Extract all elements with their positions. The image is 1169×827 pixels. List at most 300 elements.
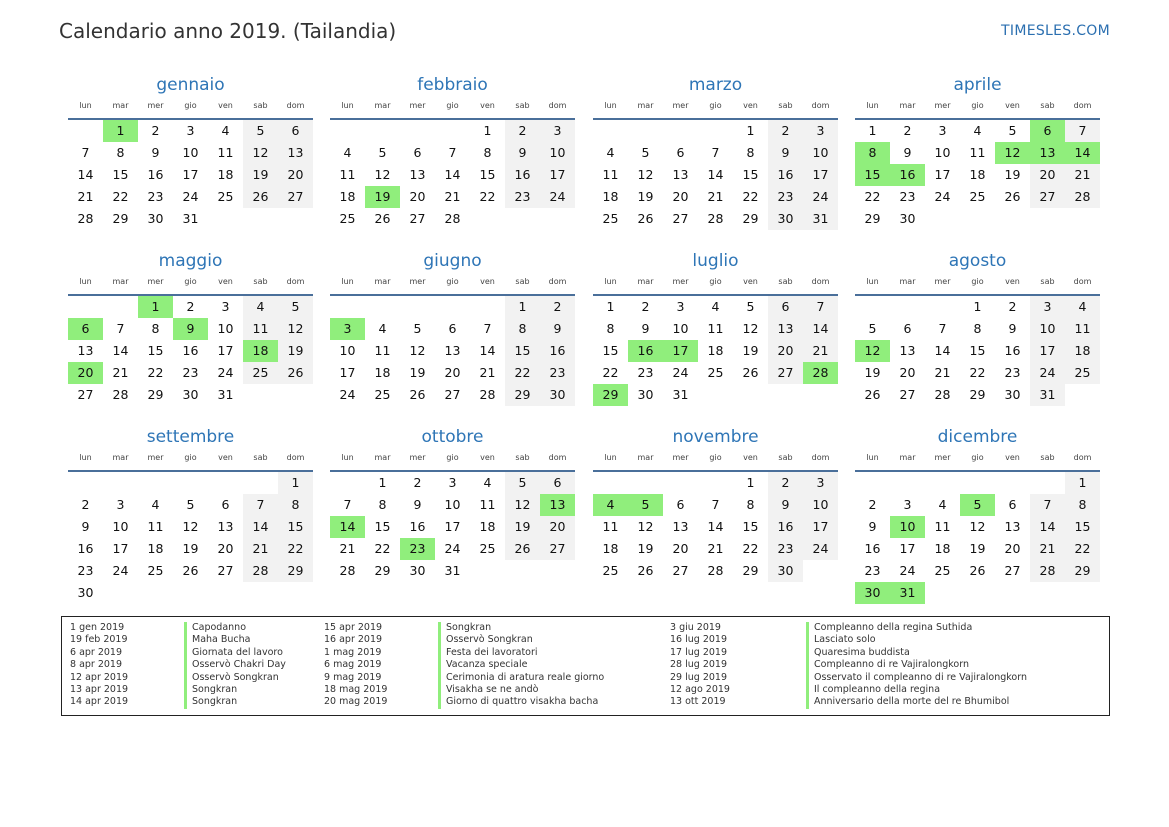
day-cell[interactable]: 10 [1030, 318, 1065, 340]
day-cell[interactable]: 4 [938, 497, 947, 512]
day-cell[interactable]: 20 [1004, 541, 1021, 556]
day-cell[interactable]: 26 [182, 563, 199, 578]
day-cell[interactable]: 11 [602, 519, 619, 534]
day-cell[interactable]: 21 [707, 189, 724, 204]
day-cell[interactable]: 30 [409, 563, 426, 578]
day-cell[interactable]: 12 [637, 167, 654, 182]
day-cell[interactable]: 13 [1004, 519, 1021, 534]
day-cell[interactable]: 24 [112, 563, 129, 578]
day-cell[interactable]: 6 [221, 497, 230, 512]
day-cell[interactable]: 24 [803, 186, 838, 208]
day-cell[interactable]: 26 [864, 387, 881, 402]
day-cell[interactable]: 2 [868, 497, 877, 512]
day-cell[interactable]: 13 [672, 167, 689, 182]
holiday-day-cell[interactable]: 5 [960, 494, 995, 516]
day-cell[interactable]: 3 [903, 497, 912, 512]
day-cell[interactable]: 13 [899, 343, 916, 358]
holiday-day-cell[interactable]: 3 [330, 318, 365, 340]
day-cell[interactable]: 30 [540, 384, 575, 406]
day-cell[interactable]: 1 [278, 472, 313, 494]
holiday-day-cell[interactable]: 10 [890, 516, 925, 538]
day-cell[interactable]: 31 [803, 208, 838, 230]
day-cell[interactable]: 21 [934, 365, 951, 380]
day-cell[interactable]: 27 [444, 387, 461, 402]
day-cell[interactable]: 18 [602, 541, 619, 556]
day-cell[interactable]: 22 [112, 189, 129, 204]
day-cell[interactable]: 24 [899, 563, 916, 578]
day-cell[interactable]: 31 [444, 563, 461, 578]
day-cell[interactable]: 17 [803, 516, 838, 538]
day-cell[interactable]: 4 [606, 145, 615, 160]
day-cell[interactable]: 7 [1065, 120, 1100, 142]
day-cell[interactable]: 9 [151, 145, 160, 160]
holiday-day-cell[interactable]: 1 [103, 120, 138, 142]
day-cell[interactable]: 10 [672, 321, 689, 336]
day-cell[interactable]: 8 [973, 321, 982, 336]
day-cell[interactable]: 25 [707, 365, 724, 380]
day-cell[interactable]: 8 [746, 497, 755, 512]
day-cell[interactable]: 6 [278, 120, 313, 142]
day-cell[interactable]: 14 [707, 519, 724, 534]
day-cell[interactable]: 8 [116, 145, 125, 160]
day-cell[interactable]: 7 [938, 321, 947, 336]
day-cell[interactable]: 25 [602, 563, 619, 578]
day-cell[interactable]: 7 [803, 296, 838, 318]
day-cell[interactable]: 25 [479, 541, 496, 556]
day-cell[interactable]: 20 [409, 189, 426, 204]
day-cell[interactable]: 20 [768, 340, 803, 362]
day-cell[interactable]: 31 [672, 387, 689, 402]
day-cell[interactable]: 14 [479, 343, 496, 358]
day-cell[interactable]: 12 [409, 343, 426, 358]
day-cell[interactable]: 1 [378, 475, 387, 490]
day-cell[interactable]: 5 [186, 497, 195, 512]
day-cell[interactable]: 31 [217, 387, 234, 402]
holiday-day-cell[interactable]: 17 [663, 340, 698, 362]
day-cell[interactable]: 22 [479, 189, 496, 204]
day-cell[interactable]: 6 [676, 497, 685, 512]
day-cell[interactable]: 20 [672, 189, 689, 204]
day-cell[interactable]: 11 [602, 167, 619, 182]
day-cell[interactable]: 13 [409, 167, 426, 182]
day-cell[interactable]: 2 [540, 296, 575, 318]
day-cell[interactable]: 7 [711, 145, 720, 160]
day-cell[interactable]: 19 [409, 365, 426, 380]
day-cell[interactable]: 29 [147, 387, 164, 402]
day-cell[interactable]: 24 [672, 365, 689, 380]
day-cell[interactable]: 9 [505, 142, 540, 164]
day-cell[interactable]: 22 [278, 538, 313, 560]
day-cell[interactable]: 5 [746, 299, 755, 314]
day-cell[interactable]: 6 [768, 296, 803, 318]
day-cell[interactable]: 20 [672, 541, 689, 556]
day-cell[interactable]: 5 [378, 145, 387, 160]
day-cell[interactable]: 27 [278, 186, 313, 208]
day-cell[interactable]: 17 [899, 541, 916, 556]
day-cell[interactable]: 15 [742, 167, 759, 182]
holiday-day-cell[interactable]: 18 [243, 340, 278, 362]
day-cell[interactable]: 2 [505, 120, 540, 142]
day-cell[interactable]: 26 [637, 211, 654, 226]
holiday-day-cell[interactable]: 19 [365, 186, 400, 208]
holiday-day-cell[interactable]: 6 [68, 318, 103, 340]
day-cell[interactable]: 15 [505, 340, 540, 362]
day-cell[interactable]: 11 [374, 343, 391, 358]
day-cell[interactable]: 2 [641, 299, 650, 314]
day-cell[interactable]: 4 [973, 123, 982, 138]
day-cell[interactable]: 6 [676, 145, 685, 160]
day-cell[interactable]: 22 [864, 189, 881, 204]
day-cell[interactable]: 1 [1065, 472, 1100, 494]
day-cell[interactable]: 11 [339, 167, 356, 182]
day-cell[interactable]: 9 [868, 519, 877, 534]
day-cell[interactable]: 25 [147, 563, 164, 578]
day-cell[interactable]: 30 [899, 211, 916, 226]
day-cell[interactable]: 3 [540, 120, 575, 142]
day-cell[interactable]: 26 [374, 211, 391, 226]
day-cell[interactable]: 5 [413, 321, 422, 336]
day-cell[interactable]: 10 [444, 497, 461, 512]
day-cell[interactable]: 14 [803, 318, 838, 340]
day-cell[interactable]: 1 [746, 475, 755, 490]
day-cell[interactable]: 9 [768, 494, 803, 516]
day-cell[interactable]: 1 [483, 123, 492, 138]
day-cell[interactable]: 3 [803, 120, 838, 142]
holiday-day-cell[interactable]: 6 [1030, 120, 1065, 142]
day-cell[interactable]: 13 [77, 343, 94, 358]
day-cell[interactable]: 30 [637, 387, 654, 402]
day-cell[interactable]: 9 [768, 142, 803, 164]
day-cell[interactable]: 21 [803, 340, 838, 362]
day-cell[interactable]: 21 [339, 541, 356, 556]
day-cell[interactable]: 24 [540, 186, 575, 208]
holiday-day-cell[interactable]: 16 [628, 340, 663, 362]
brand-link[interactable]: TIMESLES.COM [1001, 23, 1110, 39]
day-cell[interactable]: 15 [278, 516, 313, 538]
holiday-day-cell[interactable]: 5 [628, 494, 663, 516]
day-cell[interactable]: 18 [147, 541, 164, 556]
day-cell[interactable]: 4 [221, 123, 230, 138]
day-cell[interactable]: 28 [1065, 186, 1100, 208]
day-cell[interactable]: 24 [803, 538, 838, 560]
day-cell[interactable]: 17 [444, 519, 461, 534]
day-cell[interactable]: 29 [1065, 560, 1100, 582]
day-cell[interactable]: 12 [243, 142, 278, 164]
day-cell[interactable]: 29 [864, 211, 881, 226]
day-cell[interactable]: 20 [1030, 164, 1065, 186]
day-cell[interactable]: 13 [768, 318, 803, 340]
day-cell[interactable]: 2 [186, 299, 195, 314]
day-cell[interactable]: 27 [540, 538, 575, 560]
day-cell[interactable]: 17 [339, 365, 356, 380]
day-cell[interactable]: 31 [1030, 384, 1065, 406]
holiday-day-cell[interactable]: 14 [330, 516, 365, 538]
day-cell[interactable]: 27 [672, 211, 689, 226]
day-cell[interactable]: 9 [81, 519, 90, 534]
holiday-day-cell[interactable]: 23 [400, 538, 435, 560]
day-cell[interactable]: 10 [540, 142, 575, 164]
holiday-day-cell[interactable]: 1 [138, 296, 173, 318]
day-cell[interactable]: 17 [934, 167, 951, 182]
day-cell[interactable]: 4 [343, 145, 352, 160]
day-cell[interactable]: 8 [746, 145, 755, 160]
day-cell[interactable]: 15 [147, 343, 164, 358]
day-cell[interactable]: 17 [112, 541, 129, 556]
holiday-day-cell[interactable]: 28 [803, 362, 838, 384]
day-cell[interactable]: 24 [444, 541, 461, 556]
day-cell[interactable]: 20 [217, 541, 234, 556]
day-cell[interactable]: 4 [243, 296, 278, 318]
holiday-day-cell[interactable]: 31 [890, 582, 925, 604]
day-cell[interactable]: 13 [278, 142, 313, 164]
day-cell[interactable]: 28 [339, 563, 356, 578]
holiday-day-cell[interactable]: 12 [995, 142, 1030, 164]
day-cell[interactable]: 20 [540, 516, 575, 538]
day-cell[interactable]: 13 [444, 343, 461, 358]
day-cell[interactable]: 30 [182, 387, 199, 402]
day-cell[interactable]: 9 [641, 321, 650, 336]
day-cell[interactable]: 15 [479, 167, 496, 182]
day-cell[interactable]: 29 [374, 563, 391, 578]
day-cell[interactable]: 18 [217, 167, 234, 182]
day-cell[interactable]: 25 [243, 362, 278, 384]
day-cell[interactable]: 11 [147, 519, 164, 534]
day-cell[interactable]: 19 [637, 541, 654, 556]
day-cell[interactable]: 21 [479, 365, 496, 380]
day-cell[interactable]: 19 [278, 340, 313, 362]
day-cell[interactable]: 19 [864, 365, 881, 380]
day-cell[interactable]: 5 [243, 120, 278, 142]
day-cell[interactable]: 30 [147, 211, 164, 226]
day-cell[interactable]: 3 [186, 123, 195, 138]
day-cell[interactable]: 16 [182, 343, 199, 358]
day-cell[interactable]: 23 [540, 362, 575, 384]
day-cell[interactable]: 14 [77, 167, 94, 182]
day-cell[interactable]: 7 [81, 145, 90, 160]
day-cell[interactable]: 18 [1065, 340, 1100, 362]
day-cell[interactable]: 6 [540, 472, 575, 494]
day-cell[interactable]: 27 [768, 362, 803, 384]
day-cell[interactable]: 24 [339, 387, 356, 402]
day-cell[interactable]: 12 [374, 167, 391, 182]
day-cell[interactable]: 14 [707, 167, 724, 182]
holiday-day-cell[interactable]: 13 [540, 494, 575, 516]
day-cell[interactable]: 11 [217, 145, 234, 160]
day-cell[interactable]: 18 [374, 365, 391, 380]
day-cell[interactable]: 22 [147, 365, 164, 380]
day-cell[interactable]: 19 [1004, 167, 1021, 182]
day-cell[interactable]: 27 [899, 387, 916, 402]
day-cell[interactable]: 29 [742, 563, 759, 578]
day-cell[interactable]: 15 [602, 343, 619, 358]
day-cell[interactable]: 10 [803, 494, 838, 516]
day-cell[interactable]: 27 [409, 211, 426, 226]
day-cell[interactable]: 2 [768, 120, 803, 142]
day-cell[interactable]: 9 [540, 318, 575, 340]
day-cell[interactable]: 19 [182, 541, 199, 556]
day-cell[interactable]: 25 [934, 563, 951, 578]
day-cell[interactable]: 11 [243, 318, 278, 340]
day-cell[interactable]: 8 [378, 497, 387, 512]
day-cell[interactable]: 14 [243, 516, 278, 538]
day-cell[interactable]: 3 [938, 123, 947, 138]
day-cell[interactable]: 22 [742, 189, 759, 204]
day-cell[interactable]: 29 [112, 211, 129, 226]
day-cell[interactable]: 6 [1008, 497, 1017, 512]
day-cell[interactable]: 4 [378, 321, 387, 336]
day-cell[interactable]: 17 [182, 167, 199, 182]
day-cell[interactable]: 1 [746, 123, 755, 138]
day-cell[interactable]: 1 [505, 296, 540, 318]
day-cell[interactable]: 11 [969, 145, 986, 160]
day-cell[interactable]: 18 [339, 189, 356, 204]
day-cell[interactable]: 21 [1065, 164, 1100, 186]
day-cell[interactable]: 30 [1004, 387, 1021, 402]
day-cell[interactable]: 14 [444, 167, 461, 182]
day-cell[interactable]: 7 [483, 321, 492, 336]
day-cell[interactable]: 15 [1065, 516, 1100, 538]
day-cell[interactable]: 22 [742, 541, 759, 556]
day-cell[interactable]: 27 [1004, 563, 1021, 578]
day-cell[interactable]: 4 [711, 299, 720, 314]
day-cell[interactable]: 26 [278, 362, 313, 384]
day-cell[interactable]: 2 [413, 475, 422, 490]
day-cell[interactable]: 19 [243, 164, 278, 186]
holiday-day-cell[interactable]: 8 [855, 142, 890, 164]
holiday-day-cell[interactable]: 13 [1030, 142, 1065, 164]
day-cell[interactable]: 18 [602, 189, 619, 204]
day-cell[interactable]: 29 [742, 211, 759, 226]
day-cell[interactable]: 7 [448, 145, 457, 160]
day-cell[interactable]: 2 [903, 123, 912, 138]
day-cell[interactable]: 28 [1030, 560, 1065, 582]
day-cell[interactable]: 25 [969, 189, 986, 204]
day-cell[interactable]: 23 [899, 189, 916, 204]
day-cell[interactable]: 28 [707, 563, 724, 578]
day-cell[interactable]: 1 [606, 299, 615, 314]
day-cell[interactable]: 21 [1030, 538, 1065, 560]
day-cell[interactable]: 13 [217, 519, 234, 534]
day-cell[interactable]: 16 [505, 164, 540, 186]
day-cell[interactable]: 17 [540, 164, 575, 186]
holiday-day-cell[interactable]: 29 [593, 384, 628, 406]
day-cell[interactable]: 7 [116, 321, 125, 336]
day-cell[interactable]: 26 [637, 563, 654, 578]
day-cell[interactable]: 6 [413, 145, 422, 160]
day-cell[interactable]: 8 [1065, 494, 1100, 516]
day-cell[interactable]: 10 [803, 142, 838, 164]
day-cell[interactable]: 14 [934, 343, 951, 358]
day-cell[interactable]: 15 [374, 519, 391, 534]
day-cell[interactable]: 25 [339, 211, 356, 226]
day-cell[interactable]: 3 [676, 299, 685, 314]
day-cell[interactable]: 8 [606, 321, 615, 336]
day-cell[interactable]: 18 [707, 343, 724, 358]
day-cell[interactable]: 14 [112, 343, 129, 358]
day-cell[interactable]: 19 [969, 541, 986, 556]
day-cell[interactable]: 28 [77, 211, 94, 226]
day-cell[interactable]: 19 [505, 516, 540, 538]
day-cell[interactable]: 26 [505, 538, 540, 560]
day-cell[interactable]: 12 [637, 519, 654, 534]
day-cell[interactable]: 30 [768, 560, 803, 582]
day-cell[interactable]: 5 [278, 296, 313, 318]
day-cell[interactable]: 3 [803, 472, 838, 494]
day-cell[interactable]: 11 [1065, 318, 1100, 340]
holiday-day-cell[interactable]: 4 [593, 494, 628, 516]
day-cell[interactable]: 7 [343, 497, 352, 512]
day-cell[interactable]: 16 [409, 519, 426, 534]
day-cell[interactable]: 3 [1030, 296, 1065, 318]
day-cell[interactable]: 4 [1065, 296, 1100, 318]
day-cell[interactable]: 6 [448, 321, 457, 336]
day-cell[interactable]: 24 [934, 189, 951, 204]
day-cell[interactable]: 2 [1008, 299, 1017, 314]
day-cell[interactable]: 28 [707, 211, 724, 226]
day-cell[interactable]: 23 [182, 365, 199, 380]
day-cell[interactable]: 7 [243, 494, 278, 516]
day-cell[interactable]: 23 [505, 186, 540, 208]
day-cell[interactable]: 22 [1065, 538, 1100, 560]
day-cell[interactable]: 27 [217, 563, 234, 578]
day-cell[interactable]: 21 [707, 541, 724, 556]
day-cell[interactable]: 5 [641, 145, 650, 160]
day-cell[interactable]: 11 [479, 497, 496, 512]
day-cell[interactable]: 28 [479, 387, 496, 402]
day-cell[interactable]: 31 [182, 211, 199, 226]
day-cell[interactable]: 15 [742, 519, 759, 534]
day-cell[interactable]: 2 [81, 497, 90, 512]
day-cell[interactable]: 29 [969, 387, 986, 402]
day-cell[interactable]: 10 [934, 145, 951, 160]
day-cell[interactable]: 22 [374, 541, 391, 556]
day-cell[interactable]: 15 [969, 343, 986, 358]
day-cell[interactable]: 5 [868, 321, 877, 336]
day-cell[interactable]: 28 [112, 387, 129, 402]
day-cell[interactable]: 21 [444, 189, 461, 204]
day-cell[interactable]: 17 [217, 343, 234, 358]
day-cell[interactable]: 16 [864, 541, 881, 556]
day-cell[interactable]: 10 [182, 145, 199, 160]
day-cell[interactable]: 12 [742, 321, 759, 336]
day-cell[interactable]: 16 [768, 516, 803, 538]
day-cell[interactable]: 26 [409, 387, 426, 402]
day-cell[interactable]: 18 [969, 167, 986, 182]
day-cell[interactable]: 23 [77, 563, 94, 578]
day-cell[interactable]: 29 [278, 560, 313, 582]
day-cell[interactable]: 8 [278, 494, 313, 516]
day-cell[interactable]: 26 [969, 563, 986, 578]
day-cell[interactable]: 3 [116, 497, 125, 512]
day-cell[interactable]: 8 [505, 318, 540, 340]
day-cell[interactable]: 15 [112, 167, 129, 182]
day-cell[interactable]: 26 [742, 365, 759, 380]
day-cell[interactable]: 11 [934, 519, 951, 534]
day-cell[interactable]: 22 [602, 365, 619, 380]
day-cell[interactable]: 5 [1008, 123, 1017, 138]
day-cell[interactable]: 19 [637, 189, 654, 204]
holiday-day-cell[interactable]: 14 [1065, 142, 1100, 164]
day-cell[interactable]: 16 [540, 340, 575, 362]
day-cell[interactable]: 28 [444, 211, 461, 226]
day-cell[interactable]: 21 [243, 538, 278, 560]
day-cell[interactable]: 16 [147, 167, 164, 182]
day-cell[interactable]: 9 [1008, 321, 1017, 336]
day-cell[interactable]: 1 [973, 299, 982, 314]
day-cell[interactable]: 4 [151, 497, 160, 512]
holiday-day-cell[interactable]: 20 [68, 362, 103, 384]
day-cell[interactable]: 16 [77, 541, 94, 556]
